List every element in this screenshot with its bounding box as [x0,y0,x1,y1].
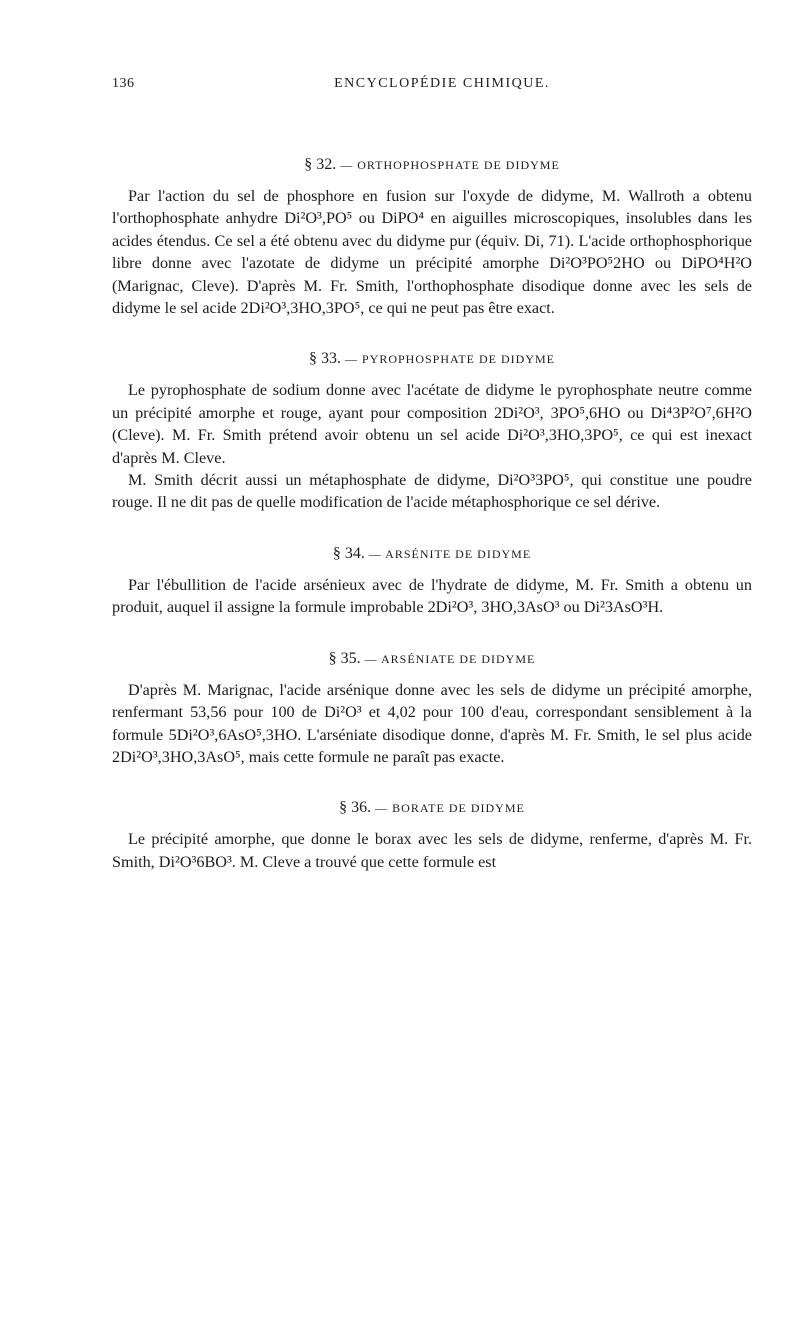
paragraph: Par l'ébullition de l'acide arsénieux avec de l'hydrate de didyme, M. Fr. Smith a obtenu un produit, auquel il assigne la formule improbable 2Di²O³, 3HO,3AsO³ ou Di²3AsO³H. [112,575,752,617]
section-heading-36 [112,798,752,818]
paragraph: Par l'action du sel de phosphore en fusion sur l'oxyde de didyme, M. Wallroth a obtenu l'orthophosphate anhydre Di²O³,PO⁵ ou DiPO⁴ en aiguilles microscopiques, insolubles dans les acides étendus. Ce sel a été obtenu avec du didyme pur (équiv. Di, 71). L'acide orthophosphorique libre donne avec l'azotate de didyme un précipité amorphe Di²O³PO⁵2HO ou DiPO⁴H²O (Marignac, Cleve). D'après M. Fr. Smith, l'orthophosphate disodique donne avec les sels de didyme le sel acide 2Di²O³,3HO,3PO⁵, ce qui ne peut pas être exact. [112,187,752,318]
running-title: ENCYCLOPÉDIE CHIMIQUE. [334,76,550,91]
section-title: — PYROPHOSPHATE DE DIDYME [344,352,555,367]
section-number: § 34. [332,544,365,562]
section-heading-35 [112,649,752,669]
section-heading-32 [112,155,752,175]
section-number: § 36. [339,799,372,817]
section-title: — ARSÉNIATE DE DIDYME [364,651,536,666]
section-number: § 32. [304,156,337,173]
section-heading-33 [112,349,752,369]
running-header [112,76,752,100]
page-number: 136 [112,76,135,91]
section-number: § 33. [308,350,341,368]
body-text [112,155,752,873]
paragraph: Le pyrophosphate de sodium donne avec l'acétate de didyme le pyrophosphate neutre comme un précipité amorphe et rouge, ayant pour composition 2Di²O³, 3PO⁵,6HO ou Di⁴3P²O⁷,6H²O (Cleve). M. Fr. Smith prétend avoir obtenu un sel acide Di²O³,3HO,3PO⁵, ce qui est inexact d'après M. Cleve. [112,381,752,467]
section-heading-34 [112,544,752,564]
paragraph: D'après M. Marignac, l'acide arsénique donne avec les sels de didyme un précipité amorphe, renfermant 53,56 pour 100 de Di²O³ et 4,02 pour 100 d'eau, correspondant sensiblement à la formule 5Di²O³,6AsO⁵,3HO. L'arséniate disodique donne, d'après M. Fr. Smith, le sel plus acide 2Di²O³,3HO,3AsO⁵, mais cette formule ne paraît pas exacte. [112,680,752,766]
paragraph: Le précipité amorphe, que donne le borax avec les sels de didyme, renferme, d'après M. Fr. Smith, Di²O³6BO³. M. Cleve a trouvé que cette formule est [112,830,752,871]
paragraph: M. Smith décrit aussi un métaphosphate de didyme, Di²O³3PO⁵, qui constitue une poudre rouge. Il ne dit pas de quelle modification de l'acide métaphosphorique ce sel dérive. [112,471,752,512]
section-title: — BORATE DE DIDYME [375,801,525,816]
section-title: — ORTHOPHOSPHATE DE DIDYME [340,158,560,172]
section-title: — ARSÉNITE DE DIDYME [368,546,532,561]
section-number: § 35. [328,649,361,667]
